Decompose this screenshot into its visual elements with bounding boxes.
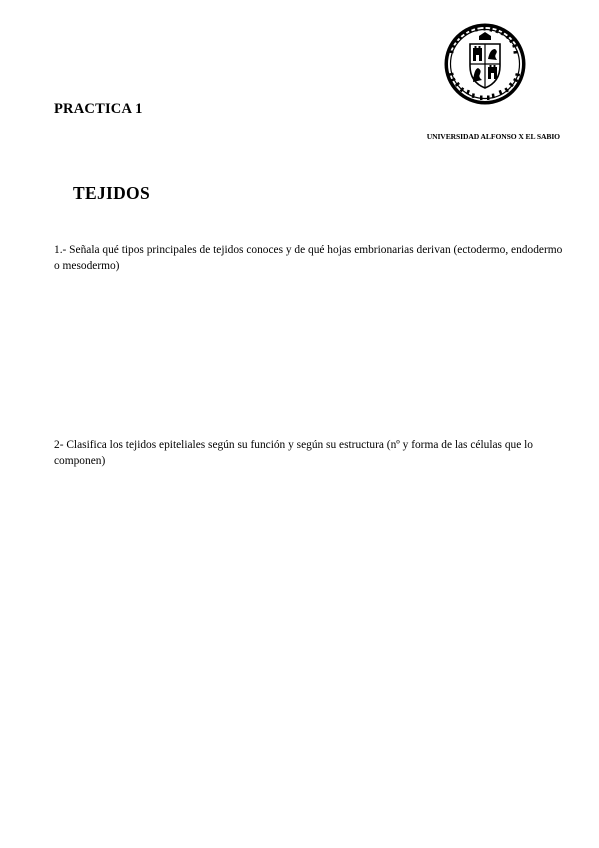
university-name: UNIVERSIDAD ALFONSO X EL SABIO xyxy=(426,132,560,141)
question-1: 1.- Señala qué tipos principales de tejidos conoces y de qué hojas embrionarias derivan (ectodermo, endodermo o mesodermo) xyxy=(54,244,563,272)
section-title: TEJIDOS xyxy=(73,183,150,203)
practice-title: PRACTICA 1 xyxy=(54,101,143,117)
university-seal-icon xyxy=(443,22,527,106)
question-2: 2- Clasifica los tejidos epiteliales según su función y según su estructura (nº y forma de las células que lo componen) xyxy=(54,439,533,467)
